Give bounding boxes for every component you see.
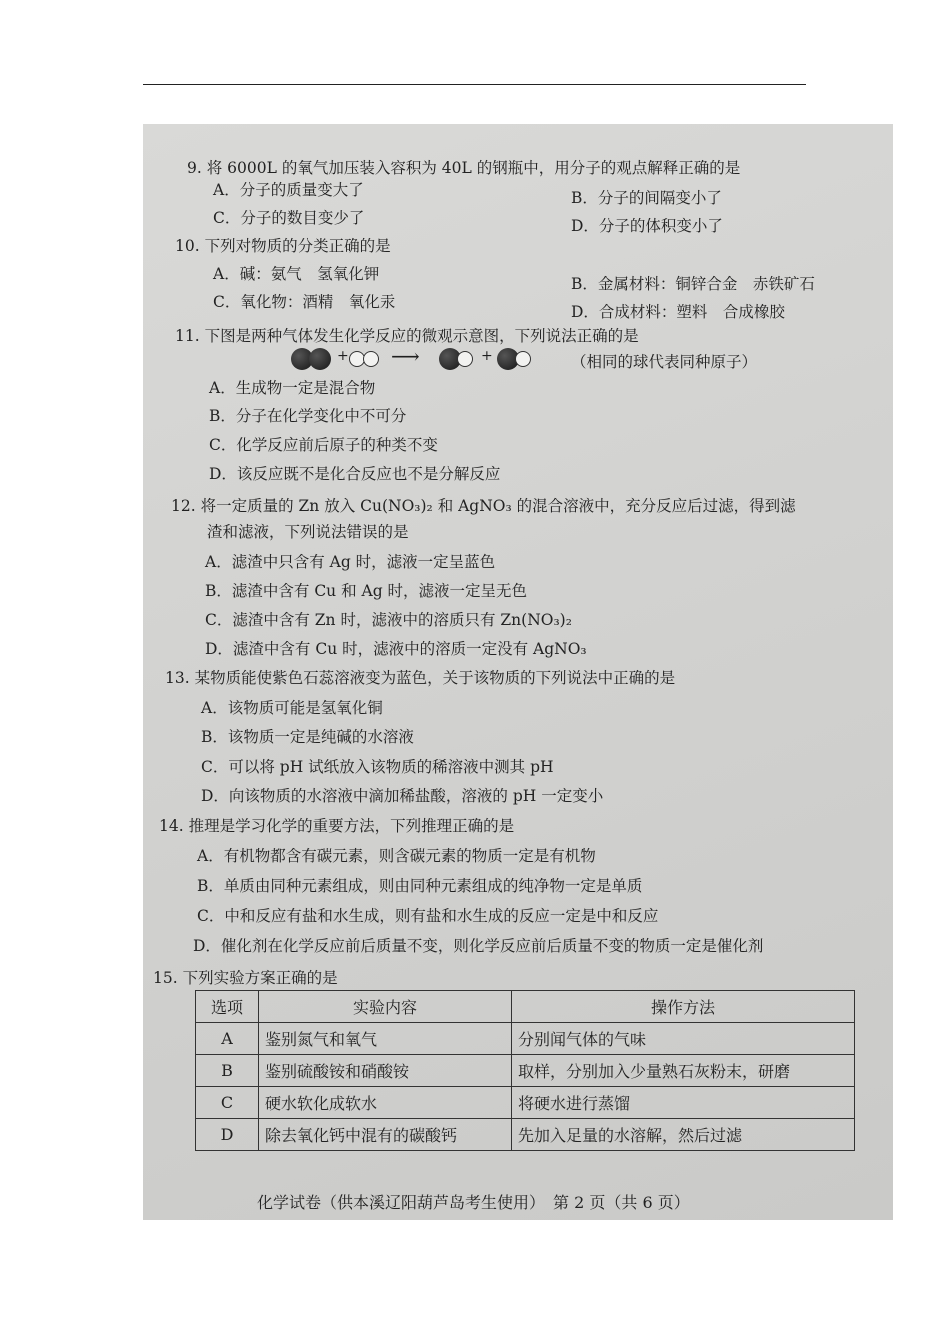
- question-11: 11. 下图是两种气体发生化学反应的微观示意图，下列说法正确的是: [175, 327, 639, 345]
- q13-option-d: D．向该物质的水溶液中滴加稀盐酸，溶液的 pH 一定变小: [201, 787, 604, 805]
- q13-option-a: A．该物质可能是氢氧化铜: [201, 699, 383, 717]
- question-13: 13. 某物质能使紫色石蕊溶液变为蓝色，关于该物质的下列说法中正确的是: [165, 669, 676, 687]
- reaction-diagram: [291, 346, 591, 372]
- header-rule: [143, 84, 806, 85]
- experiment-table: [195, 990, 855, 1151]
- cell-option: B: [196, 1055, 259, 1087]
- reaction-arrow-icon: ⟶: [391, 344, 420, 368]
- q14-option-c: C．中和反应有盐和水生成，则有盐和水生成的反应一定是中和反应: [197, 907, 659, 925]
- question-15: 15. 下列实验方案正确的是: [153, 969, 338, 987]
- exam-page-photo: [143, 124, 893, 1220]
- plus-sign: +: [481, 348, 493, 364]
- q14-option-a: A．有机物都含有碳元素，则含碳元素的物质一定是有机物: [197, 847, 596, 865]
- q9-option-a: A．分子的质量变大了: [213, 181, 364, 199]
- header-method: 操作方法: [512, 991, 855, 1023]
- question-10: 10. 下列对物质的分类正确的是: [175, 237, 391, 255]
- question-14: 14. 推理是学习化学的重要方法，下列推理正确的是: [159, 817, 515, 835]
- cell-content: 硬水软化成软水: [259, 1087, 512, 1119]
- q10-option-a: A．碱：氨气 氢氧化钾: [213, 265, 380, 283]
- q14-option-d: D．催化剂在化学反应前后质量不变，则化学反应前后质量不变的物质一定是催化剂: [193, 937, 764, 955]
- q11-option-c: C．化学反应前后原子的种类不变: [209, 436, 438, 454]
- q12-option-b: B．滤渣中含有 Cu 和 Ag 时，滤液一定呈无色: [205, 582, 528, 600]
- header-content: 实验内容: [259, 991, 512, 1023]
- header-option: 选项: [196, 991, 259, 1023]
- cell-option: A: [196, 1023, 259, 1055]
- table-row: [196, 1087, 855, 1119]
- page-footer: 化学试卷（供本溪辽阳葫芦岛考生使用） 第 2 页（共 6 页）: [257, 1193, 690, 1212]
- question-12: 12. 将一定质量的 Zn 放入 Cu(NO₃)₂ 和 AgNO₃ 的混合溶液中，充分反应后过滤，得到滤: [171, 497, 796, 515]
- diagram-note: （相同的球代表同种原子）: [571, 353, 758, 371]
- cell-method: 先加入足量的水溶解，然后过滤: [512, 1119, 855, 1151]
- table-row: [196, 1055, 855, 1087]
- q12-option-a: A．滤渣中只含有 Ag 时，滤液一定呈蓝色: [205, 553, 496, 571]
- light-atom: [363, 351, 379, 367]
- cell-method: 取样，分别加入少量熟石灰粉末，研磨: [512, 1055, 855, 1087]
- light-atom: [457, 351, 473, 367]
- q9-option-c: C．分子的数目变少了: [213, 209, 365, 227]
- q10-option-b: B．金属材料：铜锌合金 赤铁矿石: [571, 275, 815, 293]
- q13-option-b: B．该物质一定是纯碱的水溶液: [201, 728, 414, 746]
- q13-option-c: C．可以将 pH 试纸放入该物质的稀溶液中测其 pH: [201, 758, 554, 776]
- q9-option-d: D．分子的体积变小了: [571, 217, 723, 235]
- q14-option-b: B．单质由同种元素组成，则由同种元素组成的纯净物一定是单质: [197, 877, 643, 895]
- table-row: [196, 1023, 855, 1055]
- q11-option-d: D．该反应既不是化合反应也不是分解反应: [209, 465, 501, 483]
- cell-content: 除去氧化钙中混有的碳酸钙: [259, 1119, 512, 1151]
- q10-option-d: D．合成材料：塑料 合成橡胶: [571, 303, 785, 321]
- question-12-continued: 渣和滤液，下列说法错误的是: [207, 523, 409, 541]
- q12-option-d: D．滤渣中含有 Cu 时，滤液中的溶质一定没有 AgNO₃: [205, 640, 587, 658]
- q9-option-b: B．分子的间隔变小了: [571, 189, 722, 207]
- cell-option: C: [196, 1087, 259, 1119]
- question-9: 9. 将 6000L 的氧气加压装入容积为 40L 的钢瓶中，用分子的观点解释正确的是: [187, 159, 741, 177]
- cell-method: 分别闻气体的气味: [512, 1023, 855, 1055]
- q11-option-b: B．分子在化学变化中不可分: [209, 407, 407, 425]
- cell-method: 将硬水进行蒸馏: [512, 1087, 855, 1119]
- table-header-row: [196, 991, 855, 1023]
- cell-content: 鉴别硫酸铵和硝酸铵: [259, 1055, 512, 1087]
- cell-content: 鉴别氮气和氧气: [259, 1023, 512, 1055]
- cell-option: D: [196, 1119, 259, 1151]
- q10-option-c: C．氧化物：酒精 氧化汞: [213, 293, 396, 311]
- q12-option-c: C．滤渣中含有 Zn 时，滤液中的溶质只有 Zn(NO₃)₂: [205, 611, 572, 629]
- light-atom: [515, 351, 531, 367]
- dark-atom: [309, 348, 331, 370]
- plus-sign: +: [337, 348, 349, 364]
- q11-option-a: A．生成物一定是混合物: [209, 379, 376, 397]
- table-row: [196, 1119, 855, 1151]
